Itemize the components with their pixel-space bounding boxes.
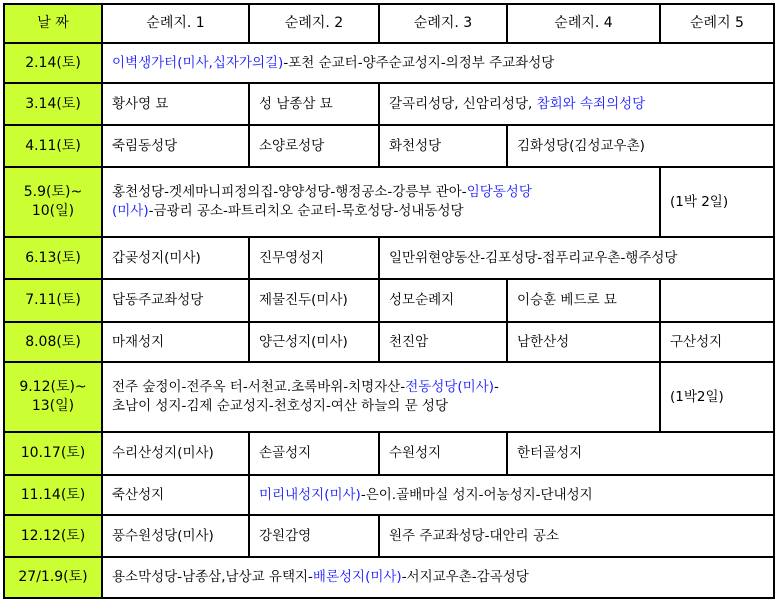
table-row (4, 83, 774, 125)
table-row (4, 475, 774, 515)
table-row (4, 362, 774, 432)
header-site-5: 순례지 5 (660, 4, 774, 43)
route-text: 갈곡리성당, 신암리성당, (389, 95, 537, 112)
date-cell: 11.14(토) (4, 475, 102, 515)
date-cell: 12.12(토) (4, 515, 102, 557)
header-site-1: 순례지. 1 (102, 4, 249, 43)
mass-site: (미사) (112, 203, 149, 219)
route-cell: 원주 주교좌성당-대안리 공소 (379, 515, 774, 557)
date-line: 5.9(토)~ (23, 184, 83, 200)
site-cell: 황사영 묘 (102, 83, 249, 125)
mass-site: 수리산성지(미사) (102, 432, 249, 475)
site-cell: 답동주교좌성당 (102, 279, 249, 322)
header-date: 날 짜 (4, 4, 102, 43)
table-row (4, 557, 774, 598)
header-site-4: 순례지. 4 (507, 4, 660, 43)
date-cell: 10.17(토) (4, 432, 102, 475)
table-row (4, 322, 774, 362)
route-cell (102, 362, 660, 432)
route-text: - (493, 379, 499, 395)
route-cell (249, 475, 774, 515)
mass-site: 풍수원성당(미사) (102, 515, 249, 557)
date-line: 9.12(토)~ (19, 379, 87, 395)
site-cell: 김화성당(김성교우촌) (507, 125, 774, 167)
date-cell: 2.14(토) (4, 43, 102, 83)
header-site-2: 순례지. 2 (249, 4, 379, 43)
site-cell: 화천성당 (379, 125, 507, 167)
site-cell: 구산성지 (660, 322, 774, 362)
site-cell: 한터골성지 (507, 432, 774, 475)
date-cell (4, 167, 102, 237)
site-cell: 수원성지 (379, 432, 507, 475)
mass-site: 이벽생가터(미사,십자가의길) (112, 54, 284, 71)
site-cell: 성모순례지 (379, 279, 507, 322)
date-cell: 7.11(토) (4, 279, 102, 322)
site-cell: 남한산성 (507, 322, 660, 362)
duration-cell: (1박 2일) (660, 167, 774, 237)
table-row (4, 43, 774, 83)
route-cell (102, 167, 660, 237)
site-cell (660, 279, 774, 322)
table-row (4, 125, 774, 167)
date-line: 13(일) (31, 398, 75, 414)
header-site-3: 순례지. 3 (379, 4, 507, 43)
table-row (4, 279, 774, 322)
table-row (4, 515, 774, 557)
header-row (4, 4, 774, 43)
route-text: 홍천성당-겟세마니피정의집-양양성당-행정공소-강릉부 관아- (112, 184, 467, 200)
mass-site: 미리내성지(미사) (259, 486, 361, 503)
site-cell: 이승훈 베드로 묘 (507, 279, 660, 322)
site-cell: 소양로성당 (249, 125, 379, 167)
route-text: -금광리 공소-파트리치오 순교터-묵호성당-성내동성당 (148, 203, 464, 219)
route-cell (102, 43, 774, 83)
duration-cell: (1박2일) (660, 362, 774, 432)
site-cell: 성 남종삼 묘 (249, 83, 379, 125)
route-text: 용소막성당-남종삼,남상교 유택지- (112, 569, 313, 585)
mass-site: 갑곶성지(미사) (102, 237, 249, 279)
date-cell: 6.13(토) (4, 237, 102, 279)
site-cell: 손골성지 (249, 432, 379, 475)
route-cell (102, 557, 774, 598)
date-cell: 27/1.9(토) (4, 557, 102, 598)
route-text: 초남이 성지-김제 순교성지-천호성지-여산 하늘의 문 성당 (112, 398, 449, 414)
route-text: -은이.골배마실 성지-어농성지-단내성지 (360, 486, 593, 503)
mass-site: 전동성당(미사) (405, 379, 494, 395)
date-cell: 8.08(토) (4, 322, 102, 362)
route-text: 전주 숲정이-전주옥 터-서천교.초록바위-치명자산- (112, 379, 406, 395)
site-cell: 마재성지 (102, 322, 249, 362)
pilgrimage-schedule-table (3, 3, 775, 599)
site-cell: 천진암 (379, 322, 507, 362)
mass-site: 양근성지(미사) (249, 322, 379, 362)
site-cell: 진무영성지 (249, 237, 379, 279)
site-cell: 죽산성지 (102, 475, 249, 515)
date-cell: 3.14(토) (4, 83, 102, 125)
mass-site: 배론성지(미사) (312, 569, 402, 585)
date-line: 10(일) (31, 203, 75, 219)
route-cell: 일만위현양동산-김포성당-접푸리교우촌-행주성당 (379, 237, 774, 279)
site-cell: 강원감영 (249, 515, 379, 557)
table-row (4, 237, 774, 279)
mass-site: 제물진두(미사) (249, 279, 379, 322)
mass-site: 죽림동성당 (102, 125, 249, 167)
route-cell (379, 83, 774, 125)
date-cell: 4.11(토) (4, 125, 102, 167)
route-text: -서지교우촌-감곡성당 (401, 569, 529, 585)
table-row (4, 432, 774, 475)
mass-site: 참회와 속죄의성당 (536, 95, 646, 112)
table-row (4, 167, 774, 237)
date-cell (4, 362, 102, 432)
mass-site: 임당동성당 (466, 184, 532, 200)
route-text: -포천 순교터-양주순교성지-의정부 주교좌성당 (283, 54, 555, 71)
